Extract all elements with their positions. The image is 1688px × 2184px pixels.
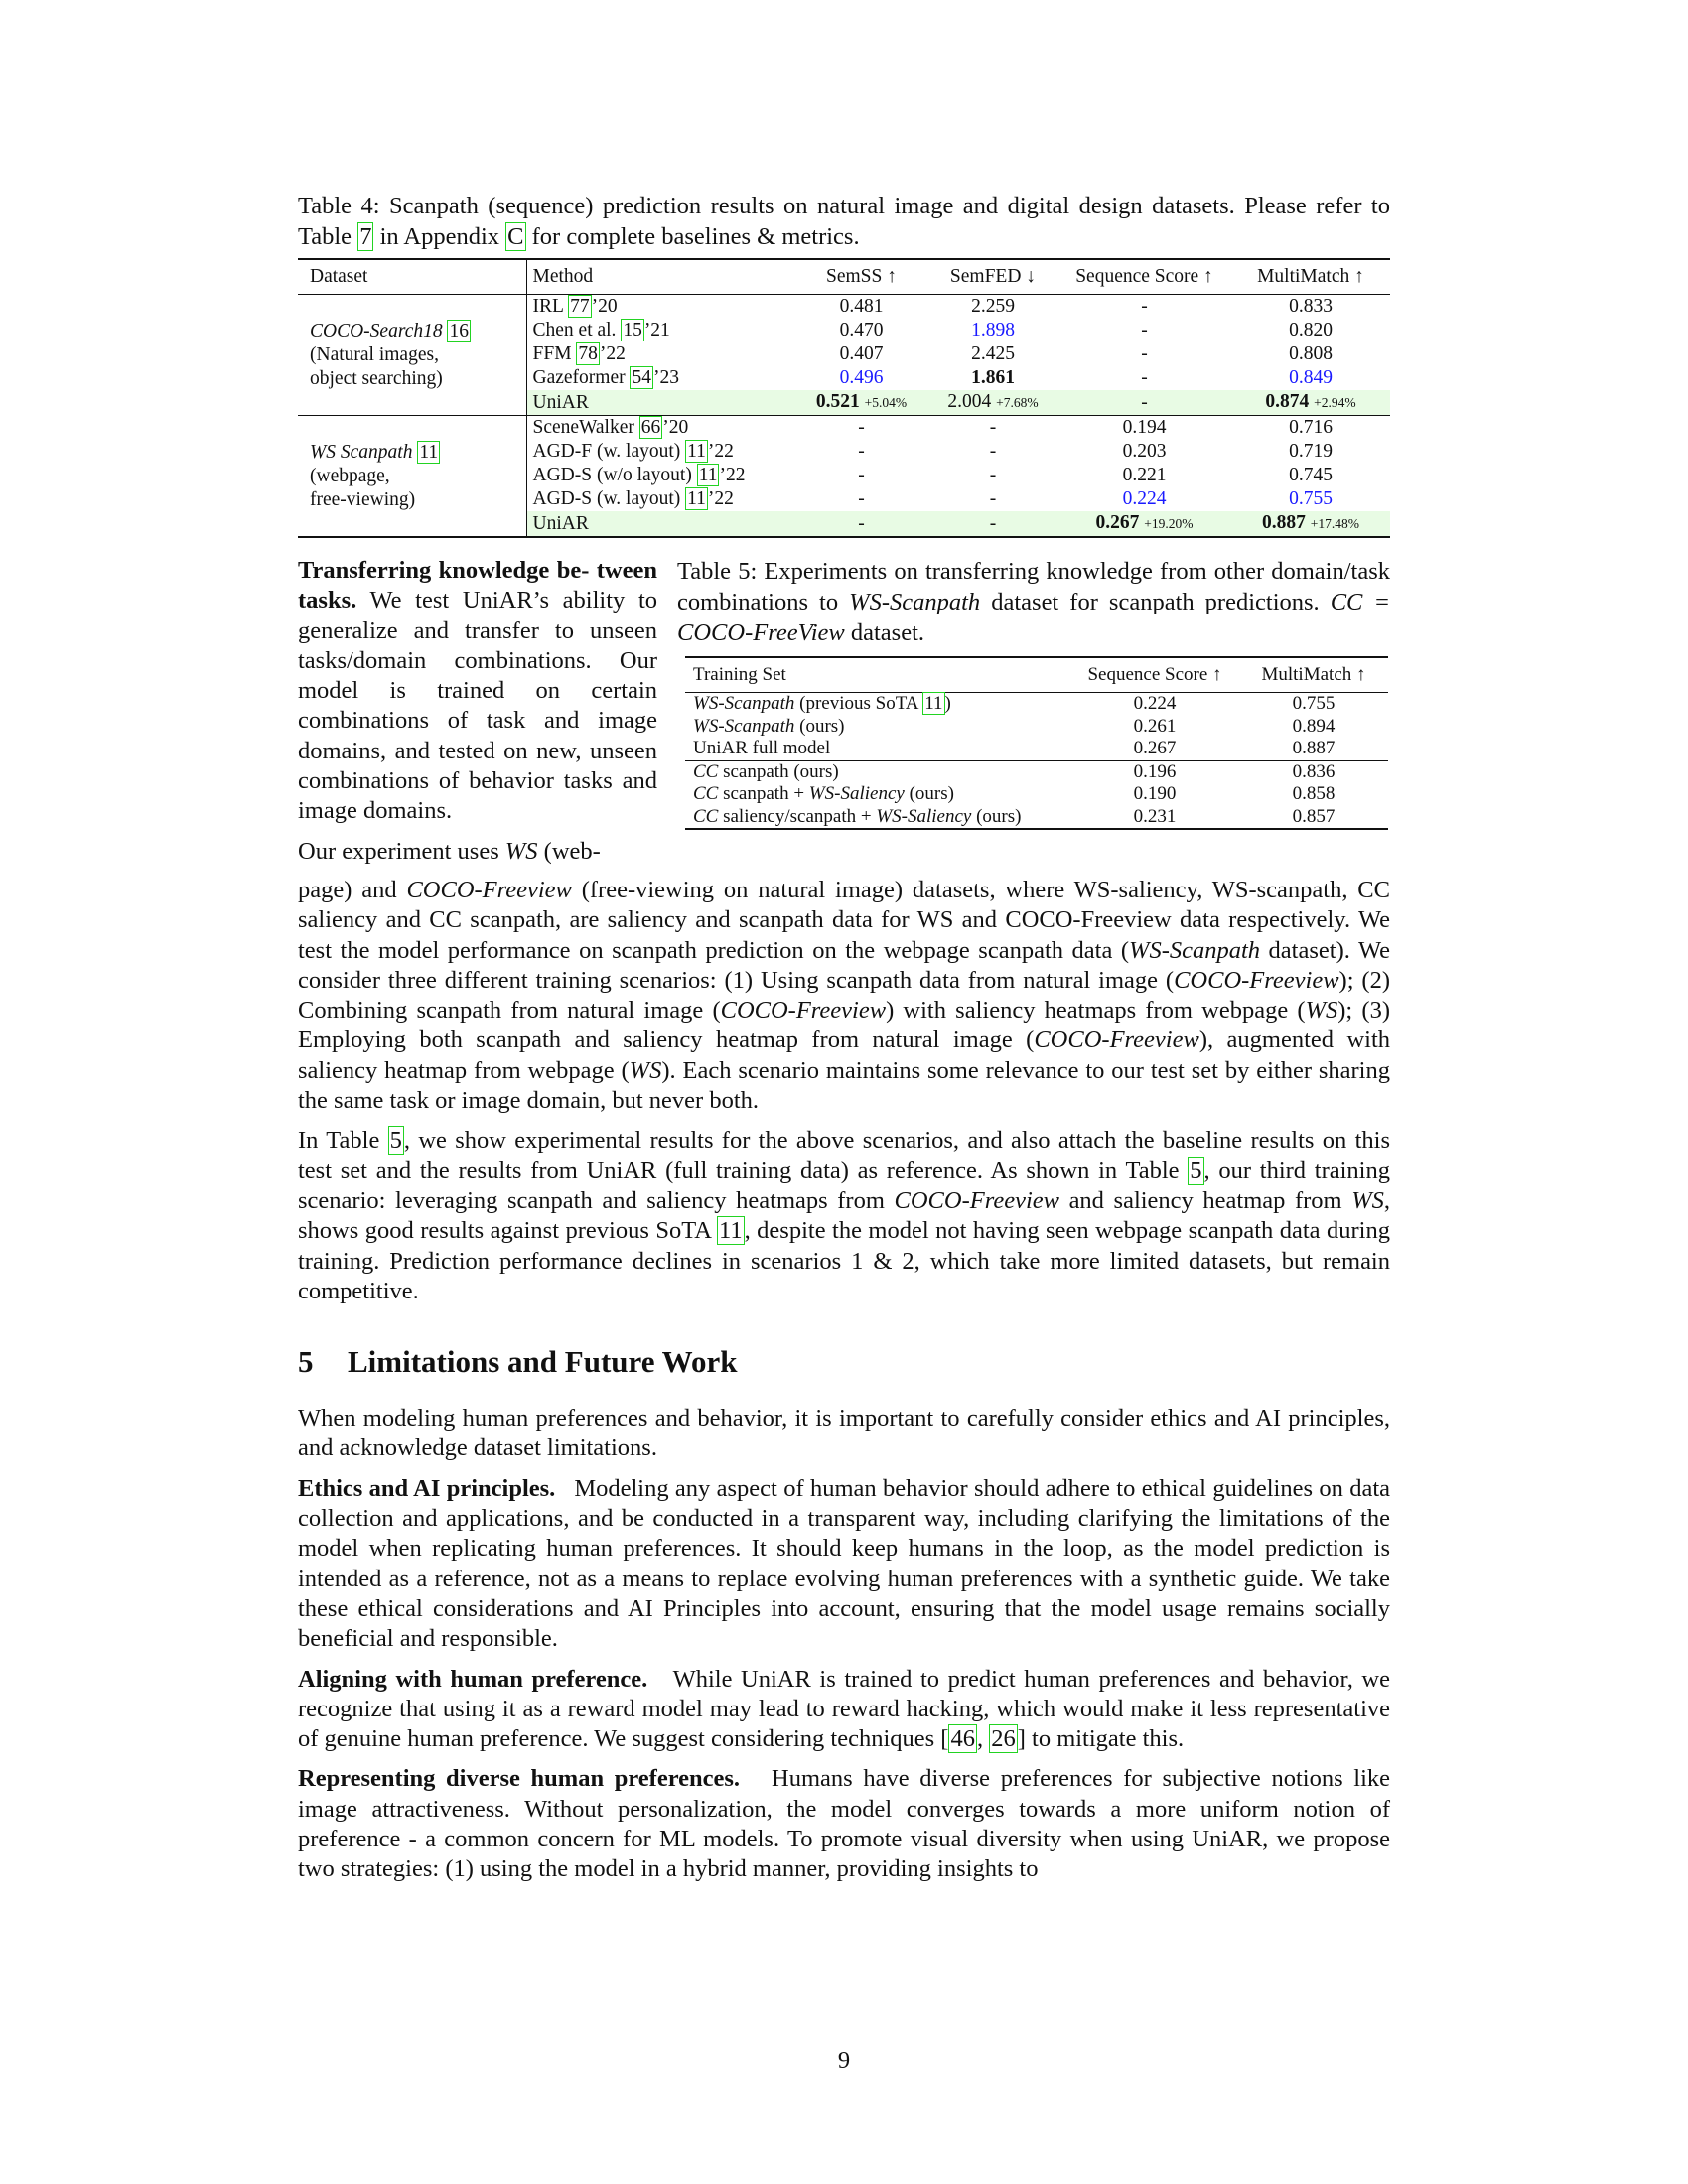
citation-link[interactable]: 15 (623, 320, 642, 341)
table-row: UniAR full model 0.267 0.887 (693, 738, 1336, 758)
body-paragraph-1: page) and COCO-Freeview (free-viewing on natural image) datasets, where WS-saliency, WS-scanpath, CC saliency and CC scanpath, are saliency and scanpath data for WS and COCO-Freeview data respectively. We test the model performance on scanpath prediction on the webpage scanpath data (WS-Scanpath dataset). We consider three different training scenarios: (1) Using scanpath data from natural image (COCO-Freeview); (2) Combining scanpath from natural image (COCO-Freeview) with saliency heatmaps from webpage (WS); (3) Employing both scanpath and saliency heatmap from natural image (COCO-Freeview), augmented with saliency heatmap from webpage (WS). Each scenario maintains some relevance to our test set by either sharing the same task or image domain, but never both. (298, 877, 1391, 1115)
table-ref-link[interactable]: 7 (359, 223, 372, 250)
citation-link[interactable]: 16 (449, 320, 469, 341)
table-row: FFM 78 ’22 0.407 2.425 - 0.808 (532, 343, 1333, 364)
table-row: AGD-S (w/o layout) 11 ’22 - - 0.221 0.745 (532, 465, 1333, 485)
col-header-sequence-score: Sequence Score ↑ (1087, 663, 1222, 685)
table-row: WS-Scanpath (ours) 0.261 0.894 (693, 715, 1336, 737)
table-ref-link[interactable]: 5 (389, 1127, 402, 1155)
citation-link[interactable]: 11 (719, 1217, 743, 1245)
citation-link[interactable]: 11 (698, 465, 718, 485)
citation-link[interactable]: 78 (578, 343, 598, 364)
table-row: CC saliency/scanpath + WS-Saliency (ours) 0.231 0.857 (685, 806, 1388, 830)
citation-link[interactable]: 54 (632, 367, 651, 388)
table-row: CC scanpath + WS-Saliency (ours) 0.190 0.858 (693, 783, 1336, 804)
align-heading: Aligning with human preference. (298, 1665, 648, 1693)
align-paragraph: Aligning with human preference. While UniAR is trained to predict human preferences and behavior, we recognize that using it as a reward model may lead to reward hacking, which would make it less representative of genuine human preference. We suggest considering techniques [46, 26] to mitigate this. (298, 1665, 1390, 1753)
citation-link[interactable]: 26 (991, 1725, 1016, 1753)
section-intro: When modeling human preferences and behavior, it is important to carefully consider ethics and AI principles, and acknowledge dataset limitations. (298, 1405, 1390, 1462)
table-row: AGD-F (w. layout) 11 ’22 - - 0.203 0.719 (532, 441, 1333, 462)
citation-link[interactable]: 46 (950, 1725, 975, 1753)
table-row: WS Scanpath 11 (webpage, free-viewing) SceneWalker 66 ’20 - - 0.194 0.716 (298, 416, 1390, 441)
transfer-left-column: Transferring knowledge be- tween tasks. We test UniAR’s ability to generalize and transfer to unseen tasks/domain combinations. Our model is trained on certain combinations of task and image domains, and tested on new, unseen combinations of behavior tasks and image domains. Our experiment uses WS (web- (298, 557, 657, 865)
table5 (685, 656, 1388, 830)
citation-link[interactable]: 66 (640, 417, 661, 438)
page-number: 9 (837, 2047, 851, 2074)
col-header-semss: SemSS ↑ (826, 266, 897, 287)
table-row: AGD-S (w. layout) 11 ’22 - - 0.224 0.755 (532, 488, 1333, 509)
citation-link[interactable]: 77 (570, 296, 590, 317)
col-header-training-set: Training Set (693, 663, 786, 685)
table5-block (677, 556, 1390, 830)
dataset-cell-ws: WS Scanpath 11 (webpage, free-viewing) (298, 416, 526, 538)
col-header-sequence-score: Sequence Score ↑ (1075, 266, 1213, 287)
table-row-uniar: UniAR - - 0.267 +19.20% 0.887 +17.48% (298, 511, 1390, 537)
body-paragraph-2: In Table 5, we show experimental results for the above scenarios, and also attach the baseline results on this test set and the results from UniAR (full training data) as reference. As shown in Table 5, our third training scenario: leveraging scanpath and saliency heatmaps from COCO-Freeview and saliency heatmap from WS, shows good results against previous SoTA 11, despite the model not having seen webpage scanpath data during training. Prediction performance declines in scenarios 1 & 2, which take more limited datasets, but remain competitive. (298, 1127, 1390, 1304)
table-row: WS-Scanpath (previous SoTA 11 ) 0.224 0.755 (685, 693, 1388, 716)
col-header-multimatch: MultiMatch ↑ (1257, 266, 1364, 287)
col-header-dataset: Dataset (298, 259, 526, 295)
table-row-uniar: UniAR 0.521 +5.04% 2.004 +7.68% - 0.874 +2.94% (298, 390, 1390, 416)
citation-link[interactable]: 11 (687, 441, 706, 462)
appendix-ref-link[interactable]: C (507, 223, 524, 250)
col-header-multimatch: MultiMatch ↑ (1261, 663, 1366, 685)
table4-caption: Table 4: Scanpath (sequence) prediction results on natural image and digital design datasets. Please refer to Table 7 in Appendix C for complete baselines & metrics. (298, 193, 1390, 250)
table4 (298, 258, 1390, 538)
table-row: Gazeformer 54 ’23 0.496 1.861 - 0.849 (532, 367, 1333, 388)
ethics-heading: Ethics and AI principles. (298, 1474, 556, 1502)
table-row: COCO-Search18 16 (Natural images, object searching) IRL 77 ’20 0.481 2.259 - 0.833 (298, 295, 1390, 320)
transfer-section (298, 556, 1390, 876)
citation-link[interactable]: 11 (419, 441, 439, 463)
diverse-paragraph: Representing diverse human preferences. Humans have diverse preferences for subjective notions like image attractiveness. Without personalization, the model converges towards a more uniform notion of preference - a common concern for ML models. To promote visual diversity when using UniAR, we propose two strategies: (1) using the model in a hybrid manner, providing insights to (298, 1765, 1391, 1883)
table5-caption: Table 5: Experiments on transferring knowledge from other domain/task combinations to WS-Scanpath dataset for scanpath predictions. CC = COCO-FreeView dataset. (677, 558, 1390, 646)
dataset-cell-coco: COCO-Search18 16 (Natural images, object searching) (298, 295, 526, 416)
diverse-heading: Representing diverse human preferences. (298, 1765, 741, 1793)
ethics-paragraph: Ethics and AI principles. Modeling any aspect of human behavior should adhere to ethical guidelines on data collection and applications, and be conducted in a transparent way, including clarifying the limitations of the model when replicating human preferences. It should keep humans in the loop, as the model prediction is intended as a reference, not as a means to replace evolving human preferences with a synthetic guide. We take these ethical considerations and AI Principles into account, ensuring that the model usage remains socially beneficial and responsible. (298, 1474, 1390, 1653)
page-content (298, 191, 1390, 1885)
transfer-heading: Transferring knowledge be- tween tasks. (298, 557, 657, 614)
table-row: CC scanpath (ours) 0.196 0.836 (685, 760, 1388, 783)
table-ref-link[interactable]: 5 (1190, 1157, 1202, 1184)
col-header-method: Method (532, 266, 594, 287)
citation-link[interactable]: 11 (924, 693, 943, 714)
section-heading: 5 Limitations and Future Work (298, 1344, 738, 1380)
citation-link[interactable]: 11 (687, 488, 706, 509)
col-header-semfed: SemFED ↓ (949, 266, 1037, 287)
table-row: Chen et al. 15 ’21 0.470 1.898 - 0.820 (532, 320, 1333, 341)
